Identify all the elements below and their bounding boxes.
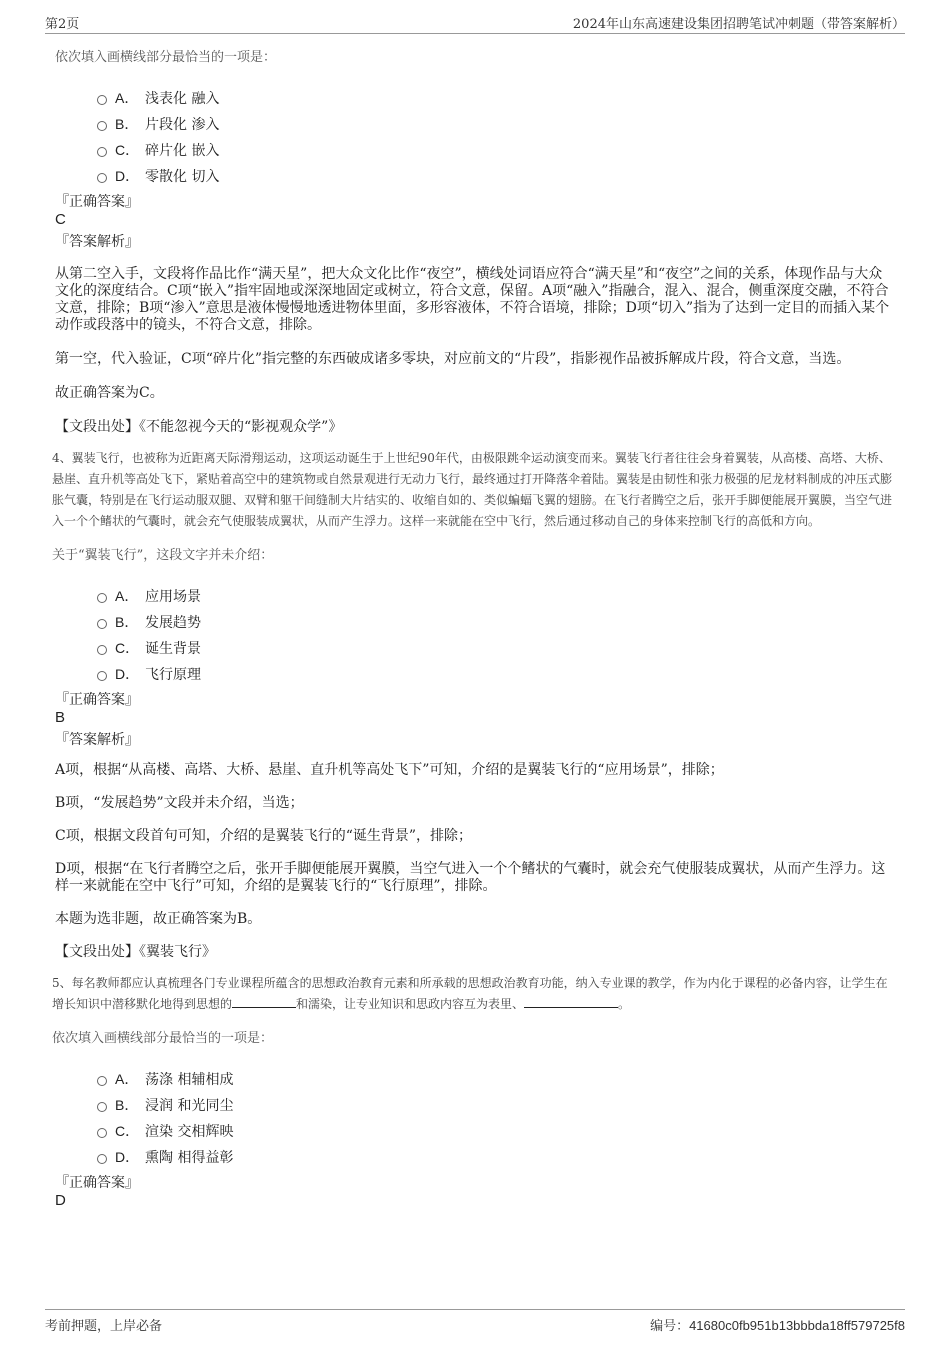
q5-option-c[interactable] [97,1118,895,1144]
q5-option-a[interactable] [97,1066,895,1092]
q5-answer: D [55,1192,66,1209]
q4-answer-label: 『正确答案』 [55,692,139,708]
option-text: 发展趋势 [145,615,201,631]
q4-option-b[interactable] [97,609,895,635]
option-letter: D． [115,666,140,682]
option-letter: B． [115,1097,139,1113]
q5-blank-1 [232,995,296,1008]
q4-prompt: 关于“翼装飞行”，这段文字并未介绍： [52,548,274,563]
option-text: 应用场景 [145,589,201,605]
q5-answer-label: 『正确答案』 [55,1175,139,1191]
option-letter: A． [115,90,139,106]
option-text: 碎片化 嵌入 [145,143,220,159]
q4-analysis-label: 『答案解析』 [55,732,139,748]
radio-icon[interactable] [97,147,107,157]
q5-question-text: 。 [618,997,631,1011]
radio-icon[interactable] [97,173,107,183]
q4-analysis-paragraph: B项，“发展趋势”文段并未介绍，当选； [55,795,304,811]
option-letter: C． [115,640,140,656]
q5-question [52,973,895,1015]
radio-icon[interactable] [97,619,107,629]
option-letter: A． [115,1071,139,1087]
q4-analysis-paragraph: C项，根据文段首句可知，介绍的是翼装飞行的“诞生背景”，排除； [55,828,473,844]
q5-question-text: 和濡染，让专业知识和思政内容互为表里、 [296,997,525,1011]
q5-option-b[interactable] [97,1092,895,1118]
page-number: 第2页 [45,17,80,32]
q5-question-text: 5、每名教师都应认真梳理各门专业课程所蕴含的思想政治教育元素和所承载的思想政治教育功能，纳入专业课的教学，作为内化于课程的必备内容，让学生在增长知识中潜移默化地得到思想的 [52,976,888,1011]
q4-option-d[interactable] [97,661,895,687]
q5-blank-2 [524,995,618,1008]
radio-icon[interactable] [97,121,107,131]
q3-options [97,85,895,189]
radio-icon[interactable] [97,1076,107,1086]
option-letter: B． [115,614,139,630]
option-text: 熏陶 相得益彰 [145,1150,234,1166]
option-letter: C． [115,142,140,158]
q3-answer-label: 『正确答案』 [55,194,139,210]
q4-analysis-paragraph: A项，根据“从高楼、高塔、大桥、悬崖、直升机等高处飞下”可知，介绍的是翼装飞行的“应用场景”，排除； [55,762,724,778]
option-text: 飞行原理 [145,667,201,683]
radio-icon[interactable] [97,1102,107,1112]
q5-prompt: 依次填入画横线部分最恰当的一项是： [52,1031,274,1046]
option-letter: A． [115,588,139,604]
q3-option-c[interactable] [97,137,895,163]
document-title: 2024年山东高速建设集团招聘笔试冲刺题（带答案解析） [572,17,905,32]
q3-source: 【文段出处】《不能忽视今天的“影视观众学”》 [55,419,343,435]
radio-icon[interactable] [97,593,107,603]
q3-option-d[interactable] [97,163,895,189]
q4-option-c[interactable] [97,635,895,661]
q3-analysis-paragraph: 故正确答案为C。 [55,385,164,401]
q4-analysis-paragraph: D项，根据“在飞行者腾空之后，张开手脚便能展开翼膜，当空气进入一个个鳍状的气囊时，就会充气使服装成翼状，从而产生浮力。这样一来就能在空中飞行”可知，介绍的是翼装飞行的“飞行原理”，排除。 [55,861,886,894]
radio-icon[interactable] [97,1128,107,1138]
option-letter: B． [115,116,139,132]
q4-options [97,583,895,687]
radio-icon[interactable] [97,95,107,105]
page-header [45,13,905,34]
radio-icon[interactable] [97,1154,107,1164]
footer-slogan: 考前押题，上岸必备 [45,1319,163,1334]
option-text: 诞生背景 [145,641,201,657]
radio-icon[interactable] [97,671,107,681]
q3-prompt: 依次填入画横线部分最恰当的一项是： [55,50,277,65]
q3-analysis-label: 『答案解析』 [55,234,139,250]
option-text: 浅表化 融入 [145,91,220,107]
q4-source: 【文段出处】《翼装飞行》 [55,944,216,960]
option-text: 荡涤 相辅相成 [145,1072,234,1088]
option-text: 零散化 切入 [145,169,220,185]
q3-analysis-paragraph: 第一空，代入验证，C项“碎片化”指完整的东西破成诸多零块，对应前文的“片段”，指影视作品被拆解成片段，符合文意，当选。 [55,351,851,367]
q3-option-b[interactable] [97,111,895,137]
document-code [650,1315,905,1334]
q4-question: 4、翼装飞行，也被称为近距离天际滑翔运动，这项运动诞生于上世纪90年代，由极限跳伞运动演变而来。翼装飞行者往往会身着翼装，从高楼、高塔、大桥、悬崖、直升机等高处飞下，紧贴着高空中的建筑物或自然景观进行无动力飞行，最终通过打开降落伞着陆。翼装是由韧性和张力极强的尼龙材料制成的冲压式膨胀气囊，特别是在飞行运动服双腿、双臂和躯干间缝制大片结实的、收缩自如的、类似蝙蝠飞翼的翅膀。在飞行者腾空之后，张开手脚便能展开翼膜，当空气进入一个个鳍状的气囊时，就会充气使服装成翼状，从而产生浮力。这样一来就能在空中飞行，然后通过移动自己的身体来控制飞行的高低和方向。 [52,451,893,528]
q3-option-a[interactable] [97,85,895,111]
code-value: 41680c0fb951b13bbbda18ff579725f8 [689,1318,905,1333]
option-text: 浸润 和光同尘 [145,1098,234,1114]
option-letter: D． [115,168,140,184]
radio-icon[interactable] [97,645,107,655]
option-letter: D． [115,1149,140,1165]
page-content [52,40,895,1210]
q3-answer: C [55,211,66,228]
q4-answer: B [55,709,66,726]
q4-option-a[interactable] [97,583,895,609]
option-letter: C． [115,1123,140,1139]
page-footer [45,1309,905,1334]
option-text: 渲染 交相辉映 [145,1124,234,1140]
q5-options [97,1066,895,1170]
q3-analysis-paragraph: 从第二空入手，文段将作品比作“满天星”，把大众文化比作“夜空”，横线处词语应符合“满天星”和“夜空”之间的关系，体现作品与大众文化的深度结合。C项“嵌入”指牢固地或深深地固定或树立，符合文意，保留。A项“融入”指融合，混入、混合，侧重深度交融，不符合文意，排除；B项“渗入”意思是液体慢慢地透进物体里面，多形容液体，不符合语境，排除；D项“切入”指为了达到一定目的而插入某个动作或段落中的镜头，不符合文意，排除。 [55,266,890,333]
q5-option-d[interactable] [97,1144,895,1170]
code-label: 编号： [650,1318,690,1333]
option-text: 片段化 渗入 [145,117,220,133]
q4-analysis-paragraph: 本题为选非题，故正确答案为B。 [55,911,262,927]
